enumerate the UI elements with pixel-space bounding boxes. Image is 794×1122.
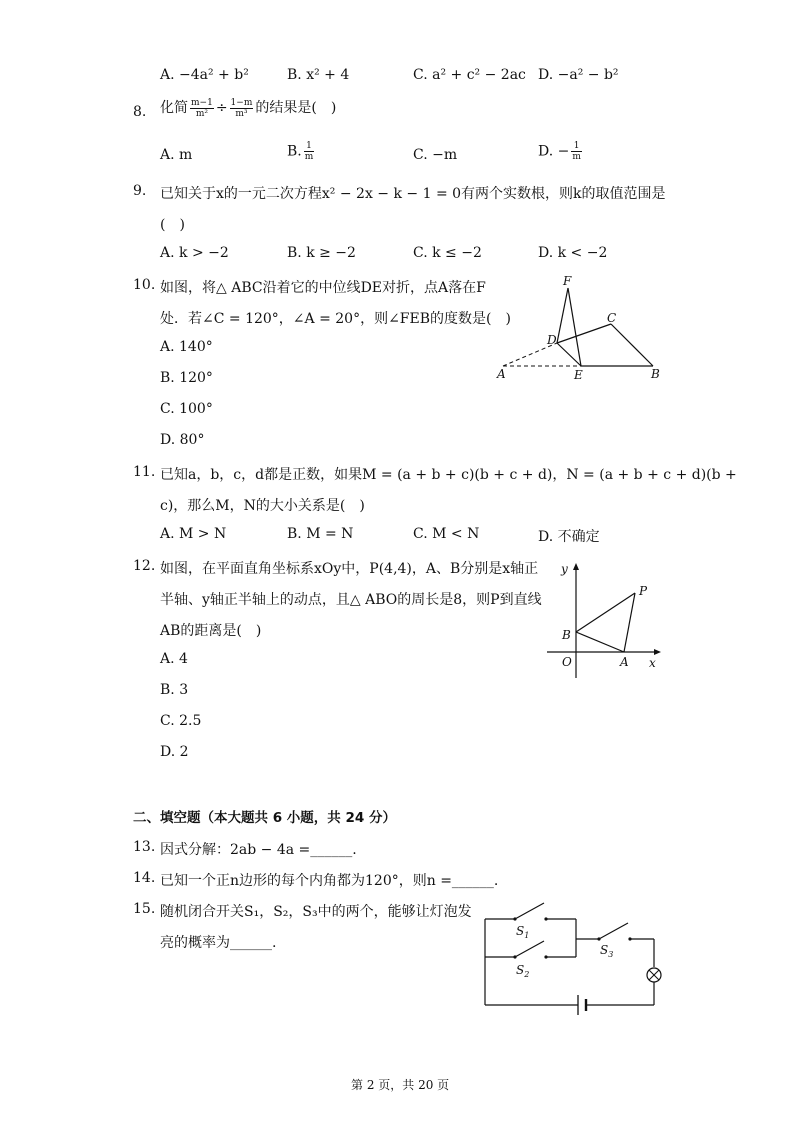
q11-stem-line1: 已知a，b，c，d都是正数，如果M = (a + b + c)(b + c + d)，N = (a + b + c + d)(b + — [160, 467, 737, 483]
q8-option-b-numerator: 1 — [304, 141, 315, 152]
q11-option-d: D. 不确定 — [538, 529, 600, 545]
q10-label-c: C — [607, 311, 617, 325]
q10-segment-bc — [611, 324, 653, 366]
q11-option-b: B. M = N — [287, 526, 354, 542]
q12-option-b: B. 3 — [160, 682, 189, 698]
q10-stem-line1: 如图，将△ ABC沿着它的中位线DE对折，点A落在F — [160, 280, 486, 296]
q11-stem-line2: c)，那么M，N的大小关系是( ) — [160, 498, 365, 514]
q13-stem: 因式分解：2ab − 4a =______. — [160, 842, 357, 858]
q9-stem-line1: 已知关于x的一元二次方程x² − 2x − k − 1 = 0有两个实数根，则k的取值范围是 — [160, 186, 666, 202]
q7-option-d: D. −a² − b² — [538, 67, 619, 83]
q15-label-s2-sub: 2 — [524, 970, 530, 979]
q12-coordinate-figure — [545, 555, 665, 680]
q8-option-b-prefix: B. — [287, 143, 302, 160]
q8-fraction-1-numerator: m−1 — [191, 97, 213, 108]
q8-stem-suffix: 的结果是( ) — [255, 100, 337, 116]
q12-option-d: D. 2 — [160, 744, 189, 760]
q15-label-s2-text: S — [516, 963, 525, 977]
q8-option-d-numerator: 1 — [571, 141, 582, 152]
q11-option-c: C. M < N — [413, 526, 480, 542]
q12-number: 12. — [133, 558, 156, 574]
q8-fraction-2-numerator: 1−m — [230, 97, 253, 108]
q15-circuit-figure — [480, 895, 670, 1015]
q14-stem: 已知一个正n边形的每个内角都为120°，则n =______. — [160, 873, 499, 889]
q10-label-b: B — [651, 367, 660, 381]
q8-option-b-denominator: m — [304, 152, 314, 162]
q12-segment-pa — [624, 593, 635, 652]
q8-option-a: A. m — [160, 147, 193, 163]
q8-option-d-denominator: m — [572, 152, 581, 162]
q10-option-a: A. 140° — [160, 339, 213, 355]
q9-option-b: B. k ≥ −2 — [287, 245, 356, 261]
q12-stem-line3: AB的距离是( ) — [160, 623, 262, 639]
q12-label-p: P — [639, 584, 648, 598]
q10-label-f: F — [563, 274, 572, 288]
q15-number: 15. — [133, 901, 156, 917]
q10-option-c: C. 100° — [160, 401, 213, 417]
q15-label-s3-sub: 3 — [608, 950, 614, 959]
q8-option-b-fraction — [304, 141, 315, 162]
q8-number: 8. — [133, 104, 147, 120]
q12-label-x: x — [649, 656, 656, 670]
q10-label-a: A — [497, 367, 506, 381]
q15-label-s3-text: S — [600, 943, 609, 957]
q15-switch-s2 — [515, 941, 544, 957]
q12-label-b: B — [562, 628, 571, 642]
q9-option-c: C. k ≤ −2 — [413, 245, 482, 261]
q8-fraction-2 — [230, 98, 254, 119]
page-footer: 第 2 页，共 20 页 — [351, 1078, 450, 1092]
q10-number: 10. — [133, 277, 156, 293]
q10-label-e: E — [574, 368, 583, 382]
section-2-title: 二、填空题（本大题共 6 小题，共 24 分） — [133, 810, 396, 826]
q8-option-d — [538, 141, 584, 162]
q12-y-axis-arrow — [573, 563, 579, 570]
q12-label-y: y — [561, 562, 568, 576]
q12-segment-ab — [576, 632, 624, 652]
q15-label-s1-sub: 1 — [524, 931, 530, 940]
q8-option-d-fraction — [571, 141, 582, 162]
q7-option-b: B. x² + 4 — [287, 67, 350, 83]
q10-segment-cd — [557, 324, 611, 343]
q12-option-c: C. 2.5 — [160, 713, 202, 729]
q15-label-s2 — [516, 963, 529, 979]
q15-label-s1 — [516, 924, 529, 940]
q8-fraction-1-denominator: m² — [195, 108, 208, 119]
q7-option-a: A. −4a² + b² — [160, 67, 249, 83]
q12-label-o: O — [562, 655, 572, 669]
q8-option-d-prefix: D. − — [538, 143, 570, 160]
q12-segment-bp — [576, 593, 635, 632]
q8-divide-sign: ÷ — [215, 100, 228, 116]
q10-segment-fe — [568, 288, 581, 366]
q12-stem-line1: 如图，在平面直角坐标系xOy中，P(4,4)，A、B分别是x轴正 — [160, 561, 539, 577]
q10-option-b: B. 120° — [160, 370, 213, 386]
q9-option-d: D. k < −2 — [538, 245, 608, 261]
q12-label-a: A — [620, 655, 629, 669]
q9-option-a: A. k > −2 — [160, 245, 229, 261]
q9-number: 9. — [133, 183, 147, 199]
q15-stem-line2: 亮的概率为______. — [160, 935, 277, 951]
q11-number: 11. — [133, 464, 156, 480]
q10-segment-df — [557, 288, 568, 343]
q8-stem — [160, 97, 336, 119]
q12-option-a: A. 4 — [160, 651, 188, 667]
q8-fraction-2-denominator: m³ — [235, 108, 248, 119]
q8-stem-prefix: 化简 — [160, 100, 188, 116]
q12-x-axis-arrow — [654, 649, 661, 655]
q10-triangle-figure — [495, 272, 670, 387]
q11-option-a: A. M > N — [160, 526, 227, 542]
q15-switch-s1 — [515, 903, 544, 919]
q8-option-b — [287, 141, 316, 162]
q14-number: 14. — [133, 870, 156, 886]
q9-stem-line2: ( ) — [160, 217, 185, 233]
q15-label-s1-text: S — [516, 924, 525, 938]
q10-label-d: D — [547, 333, 557, 347]
q15-switch-s3 — [599, 923, 628, 939]
q13-number: 13. — [133, 839, 156, 855]
q12-stem-line2: 半轴、y轴正半轴上的动点，且△ ABO的周长是8，则P到直线 — [160, 592, 542, 608]
q8-option-c: C. −m — [413, 147, 458, 163]
q7-option-c: C. a² + c² − 2ac — [413, 67, 526, 83]
q8-fraction-1 — [190, 98, 214, 119]
q10-option-d: D. 80° — [160, 432, 205, 448]
q15-stem-line1: 随机闭合开关S₁，S₂，S₃中的两个，能够让灯泡发 — [160, 904, 472, 920]
q10-stem-line2: 处．若∠C = 120°，∠A = 20°，则∠FEB的度数是( ) — [160, 311, 511, 327]
q15-label-s3 — [600, 943, 613, 959]
